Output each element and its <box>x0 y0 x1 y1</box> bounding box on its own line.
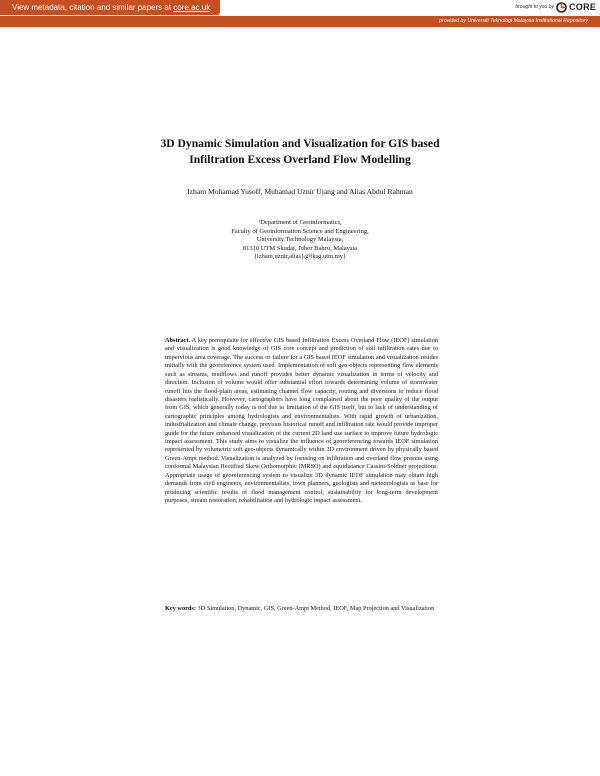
core-link-domain[interactable]: core.ac.uk <box>173 3 211 12</box>
core-metadata-link[interactable] <box>0 0 220 15</box>
abstract-text: A key prerequisite for effective GIS based Infiltration Excess Overland Flow (IEOF) simulation and visualization is good knowledge of GIS core concept and prediction of soil infiltration rates due to impervious area coverage. The success or failure for a GIS based IEOF simulation and visualization resides initially with the georeference system used. Implementation of soft geo-objects representing flow elements such as streams, mudflows and runoff provides better dynamic visualization in terms of velocity and direction. Inclusion of volume would offer substantial effort towards determining volume of stormwater runoff hits the flood-plain areas, estimating channel flow capacity, routing and diversions to reduce flood disasters realistically. However, cartographers have long complained about the poor quality of the output from GIS, which generally today is not due to limitation of the GIS itself, but to lack of understanding of cartographic principles among hydrologists and environmentalists. With rapid growth of urbanization, industrialization and climate change, previous historical runoff and infiltration rate would provide improper guide for the future enhanced visualization of the current 2D land use surface to improve future hydrologic impact assessment. This study aims to visualize the influence of georeferencing towards IEOF simulation represented by volumetric soft geo-objects dynamically within 3D environment driven by physically based Green-Ampt method. Visualization is analyzed by focusing on infiltration and overland flow process using conformal Malaysian Rectified Skew Orthomorphic (MRSO) and equidistance Cassini-Soldner projections. Appropriate usage of georeferencing system to visualize 3D dynamic IEOF simulation may obtain high demands from civil engineers, environmentalists, town planners, geologists and meteorologists as base for producing scientific results of flood management control, sustainability for long-term development purposes, stream restoration, rehabilitation and hydrologic impact assessment. <box>165 337 438 505</box>
title-line-1: 3D Dynamic Simulation and Visualization for GIS based <box>160 137 440 150</box>
affiliation-email: {izham,uznir,alias}@fksg.utm.my} <box>253 253 347 261</box>
brought-to-you-text: brought to you by <box>515 4 554 10</box>
affiliation-line: 81310 UTM Skudai, Johor Bahru, Malaysia <box>242 244 358 252</box>
core-logo[interactable] <box>556 1 597 14</box>
affiliation-line: Faculty of Geoinformation Science and Engineering, <box>231 227 369 235</box>
core-logo-text: CORE <box>569 2 597 12</box>
authors: Izham Mohamad Yusoff, Muhamad Uznir Ujang and Alias Abdul Rahman <box>187 187 413 196</box>
keywords-label: Key words: <box>165 605 196 612</box>
core-logo-icon <box>556 2 567 13</box>
keywords <box>165 604 438 614</box>
paper-title <box>120 136 480 168</box>
keywords-text: 3D Simulation, Dynamic, GIS, Green-Ampt Method, IEOF, Map Projection and Visualization <box>197 605 435 612</box>
affiliation-line: ¹Department of Geoinformatics, <box>258 219 342 226</box>
title-line-2: Infiltration Excess Overland Flow Modelling <box>189 153 411 166</box>
affiliation <box>150 219 450 262</box>
abstract <box>165 337 438 505</box>
core-link-prefix[interactable]: View metadata, citation and similar papers at <box>12 3 174 12</box>
provided-by-text: provided by Universiti Teknologi Malaysia Institutional Repository <box>0 16 600 27</box>
core-banner <box>0 0 600 27</box>
abstract-label: Abstract. <box>165 337 191 344</box>
affiliation-line: University Technology Malaysia, <box>256 236 344 244</box>
